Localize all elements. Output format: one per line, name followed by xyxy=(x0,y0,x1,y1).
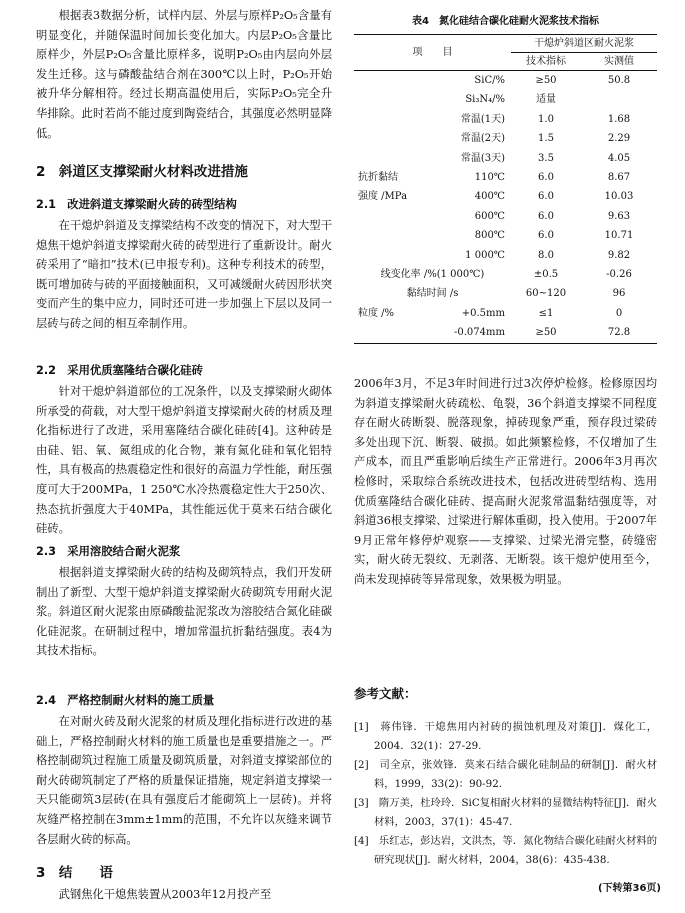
table-row xyxy=(354,71,657,91)
reference-item: [4] 乐红志，彭达岩，文洪杰，等．氮化物结合碳化硅耐火材料的研究现状[J]．耐火材料，2004，38(6)：435-438. xyxy=(354,835,657,866)
section-2-4-paragraph: 在对耐火砖及耐火泥浆的材质及理化指标进行改进的基础上，严格控制耐火材料的施工质量也是重要措施之一。严格控制砌筑过程施工质量及砌筑质量，对斜道支撑梁部位的耐火砖砌筑制定了严格的质量保证措施，规定斜道支撑梁一天只能砌筑3层砖(在具有强度后才能砌筑上一层砖)。并将灰缝严格控制在3mm±1mm的范围，不允许以灰缝来调节各层耐火砖的标高。 xyxy=(36,715,332,846)
table-cell-item: 常温(2天) xyxy=(460,133,505,145)
intro-paragraph-block xyxy=(36,6,332,143)
table-row xyxy=(354,284,657,303)
table-cell-item: 400℃ xyxy=(474,191,505,203)
table-cell-std: 6.0 xyxy=(538,210,554,222)
table-cell-group xyxy=(354,323,420,343)
table-cell-meas: 9.63 xyxy=(607,210,631,222)
table-cell-item: Si₃N₄/% xyxy=(465,94,505,106)
table-cell-std: ±0.5 xyxy=(533,269,559,281)
table-cell-label: 黏结时间 /s xyxy=(406,288,459,300)
table-cell-item: SiC/% xyxy=(474,75,505,86)
table-cell-meas: 8.67 xyxy=(607,172,631,184)
table-cell-meas: 96 xyxy=(612,288,626,300)
references-title: 参考文献： xyxy=(354,686,417,701)
table-cell-meas: 4.05 xyxy=(607,152,631,164)
table-cell-std: 适量 xyxy=(536,94,556,106)
section-2-4-heading: 2.4 严格控制耐火材料的施工质量 xyxy=(36,694,215,707)
section-3-heading: 3 结 语 xyxy=(36,865,113,881)
table-row xyxy=(354,246,657,265)
references-title-block xyxy=(354,684,657,702)
table-cell-group xyxy=(354,226,420,245)
table-cell-group: 抗折黏结 xyxy=(358,172,398,184)
section-3-block xyxy=(36,861,332,905)
table-cell-std: 8.0 xyxy=(538,249,554,261)
table-row xyxy=(354,323,657,343)
table-cell-item: +0.5mm xyxy=(461,307,505,319)
table-col-meas: 实测值 xyxy=(581,53,657,71)
table-cell-group xyxy=(354,110,420,129)
table-row xyxy=(354,187,657,206)
table-cell-label: 线变化率 /%(1 000℃) xyxy=(380,269,485,281)
continuation-paragraph: 2006年3月，不足3年时间进行过3次停炉检修。检修原因均为斜道支撑梁耐火砖疏松、龟裂，36个斜道支撑梁不同程度存在耐火砖断裂、脱落现象，掉砖现象严重，预存段过梁砖多处出现下沉、断裂、破损。如此频繁检修，不仅增加了生产成本，而且严重影响后续生产正常进行。2006年3月再次检修时，采取综合系统改进技术，包括改进砖型结构、选用优质塞隆结合碳化硅砖、提高耐火泥浆常温黏结强度等，对斜道36根支撑梁、过梁进行解体重砌，投入使用。于2007年9月正常年修停炉观察——支撑梁、过梁光滑完整，砖缝密实，耐火砖无裂纹、无剥落、无断裂。该干熄炉使用至今，尚未发现掉砖等异常现象，效果极为明显。 xyxy=(354,377,657,586)
section-2-4-block xyxy=(36,692,332,849)
intro-paragraph: 根据表3数据分析，试样内层、外层与原样P₂O₅含量有明显变化，并随保温时间加长变化加大。内层P₂O₅含量比原样少，外层P₂O₅含量比原样多，说明P₂O₅由内层向外层发生迁移。这与磷酸盐结合剂在300℃以上时，P₂O₅开始被升华分解相符。经过长期高温使用后，实际P₂O₅完全升华排除。此时若尚不能过度到陶瓷结合，其强度必然明显降低。 xyxy=(36,9,332,140)
table-cell-item: 600℃ xyxy=(474,210,505,222)
table-cell-group xyxy=(354,149,420,168)
references-list xyxy=(354,718,657,870)
section-2-2-paragraph: 针对干熄炉斜道部位的工况条件，以及支撑梁耐火砌体所承受的荷载，对大型干熄炉斜道支撑梁耐火砖的材质及理化指标进行了改进，采用塞隆结合碳化硅砖[4]。这种砖是由硅、铝、氧、氮组成的化合物，兼有氮化硅和氧化铝特性，具有极高的热震稳定性和很好的高温力学性能，耐压强度可大于200MPa，1 250℃水冷热震稳定性大于250次、热态抗折强度大于40MPa，其性能远优于莫来石结合碳化硅砖。 xyxy=(36,385,332,536)
table-col-std: 技术指标 xyxy=(511,53,581,71)
continuation-paragraph-block xyxy=(354,374,657,590)
table-cell-meas: 0 xyxy=(615,307,623,319)
table-row xyxy=(354,149,657,168)
table-row xyxy=(354,168,657,187)
table-cell-meas: 10.03 xyxy=(604,191,634,203)
section-3-paragraph: 武钢焦化干熄焦装置从2003年12月投产至 xyxy=(58,888,272,901)
section-2-2-heading: 2.2 采用优质塞隆结合碳化硅砖 xyxy=(36,364,203,377)
section-2-heading-block xyxy=(36,160,332,180)
table-cell-meas: 1.68 xyxy=(607,113,631,125)
reference-item: [1] 蒋伟锋．干熄焦用内衬砖的损蚀机理及对策[J]．煤化工，2004．32(1)：27-29. xyxy=(354,721,657,752)
section-2-3-paragraph: 根据斜道支撑梁耐火砖的结构及砌筑特点，我们开发研制出了新型、大型干熄炉斜道支撑梁耐火砖砌筑专用耐火泥浆。斜道区耐火泥浆由原磷酸盐泥浆改为溶胶结合氮化硅碳化硅泥浆。在研制过程中，增加常温抗折黏结强度。表4为其技术指标。 xyxy=(36,566,332,658)
table-cell-std: ≥50 xyxy=(535,327,557,339)
table-cell-std: 60~120 xyxy=(525,288,567,300)
table-cell-std: 6.0 xyxy=(538,191,554,203)
continued-footer: (下转第36页) xyxy=(597,883,661,894)
section-2-1-block xyxy=(36,196,332,334)
table-cell-group xyxy=(354,71,420,91)
table-cell-item: 1 000℃ xyxy=(465,249,505,261)
table-cell-item: 常温(1天) xyxy=(460,113,505,125)
table-cell-meas: 2.29 xyxy=(607,133,631,145)
table-cell-meas: -0.26 xyxy=(606,269,632,281)
table-cell-group: 粒度 /% xyxy=(358,307,395,319)
table-cell-meas: 10.71 xyxy=(604,230,634,242)
table-item-header: 项 目 xyxy=(354,35,511,71)
section-2-3-heading: 2.3 采用溶胶结合耐火泥浆 xyxy=(36,545,181,558)
table-cell-std: 6.0 xyxy=(538,230,554,242)
section-2-3-block xyxy=(36,543,332,661)
reference-item: [3] 隋万美，杜玲玲．SiC复相耐火材料的显微结构特征[J]．耐火材料，2003，37(1)：45-47. xyxy=(354,797,657,828)
table-cell-item: 800℃ xyxy=(474,230,505,242)
section-2-1-paragraph: 在干熄炉斜道及支撑梁结构不改变的情况下，对大型干熄焦干熄炉斜道支撑梁耐火砖的砖型进行了重新设计。耐火砖采用了“暗扣”技术(已申报专利)。这种专利技术的砖型，既可增加砖与砖的平面接触面积，又可减缓耐火砖因形状突变而产生的集中应力，同时还可进一步加强上下层以及同一层砖与砖之间的相互牵制作用。 xyxy=(36,219,332,330)
table-cell-item: -0.074mm xyxy=(454,327,505,339)
reference-item: [2] 司全京，张效锋．莫来石结合碳化硅制品的研制[J]．耐火材料，1999，33(2)：90-92. xyxy=(354,759,657,790)
spec-table xyxy=(354,34,657,344)
table-cell-meas: 72.8 xyxy=(607,327,631,339)
table-cell-meas: 9.82 xyxy=(607,249,631,261)
table-cell-std: 6.0 xyxy=(538,172,554,184)
section-2-1-heading: 2.1 改进斜道支撑梁耐火砖的砖型结构 xyxy=(36,198,237,211)
table-cell-group xyxy=(354,90,420,109)
table-cell-std: ≥50 xyxy=(535,75,557,86)
table-cell-item: 110℃ xyxy=(474,172,505,184)
section-2-2-block xyxy=(36,362,332,539)
table-cell-meas: 50.8 xyxy=(607,75,631,86)
table-caption: 表4 氮化硅结合碳化硅耐火泥浆技术指标 xyxy=(412,16,599,27)
table-cell-std: 3.5 xyxy=(538,152,554,164)
table-cell-group xyxy=(354,129,420,148)
table-cell-std: 1.5 xyxy=(538,133,554,145)
table-cell-group xyxy=(354,207,420,226)
table-row xyxy=(354,207,657,226)
table-row xyxy=(354,226,657,245)
section-2-heading: 2 斜道区支撑梁耐火材料改进措施 xyxy=(36,164,248,180)
table-group-header: 干熄炉斜道区耐火泥浆 xyxy=(511,35,657,53)
table-row xyxy=(354,110,657,129)
table-row xyxy=(354,265,657,284)
table-cell-std: ≤1 xyxy=(538,307,554,319)
table-row xyxy=(354,129,657,148)
table-cell-group xyxy=(354,246,420,265)
table-cell-meas xyxy=(581,90,657,109)
table-cell-std: 1.0 xyxy=(538,113,554,125)
table-cell-item: 常温(3天) xyxy=(460,152,505,164)
table-body xyxy=(354,71,657,344)
table-cell-group: 强度 /MPa xyxy=(358,191,408,203)
table-row xyxy=(354,90,657,109)
table-row xyxy=(354,304,657,323)
